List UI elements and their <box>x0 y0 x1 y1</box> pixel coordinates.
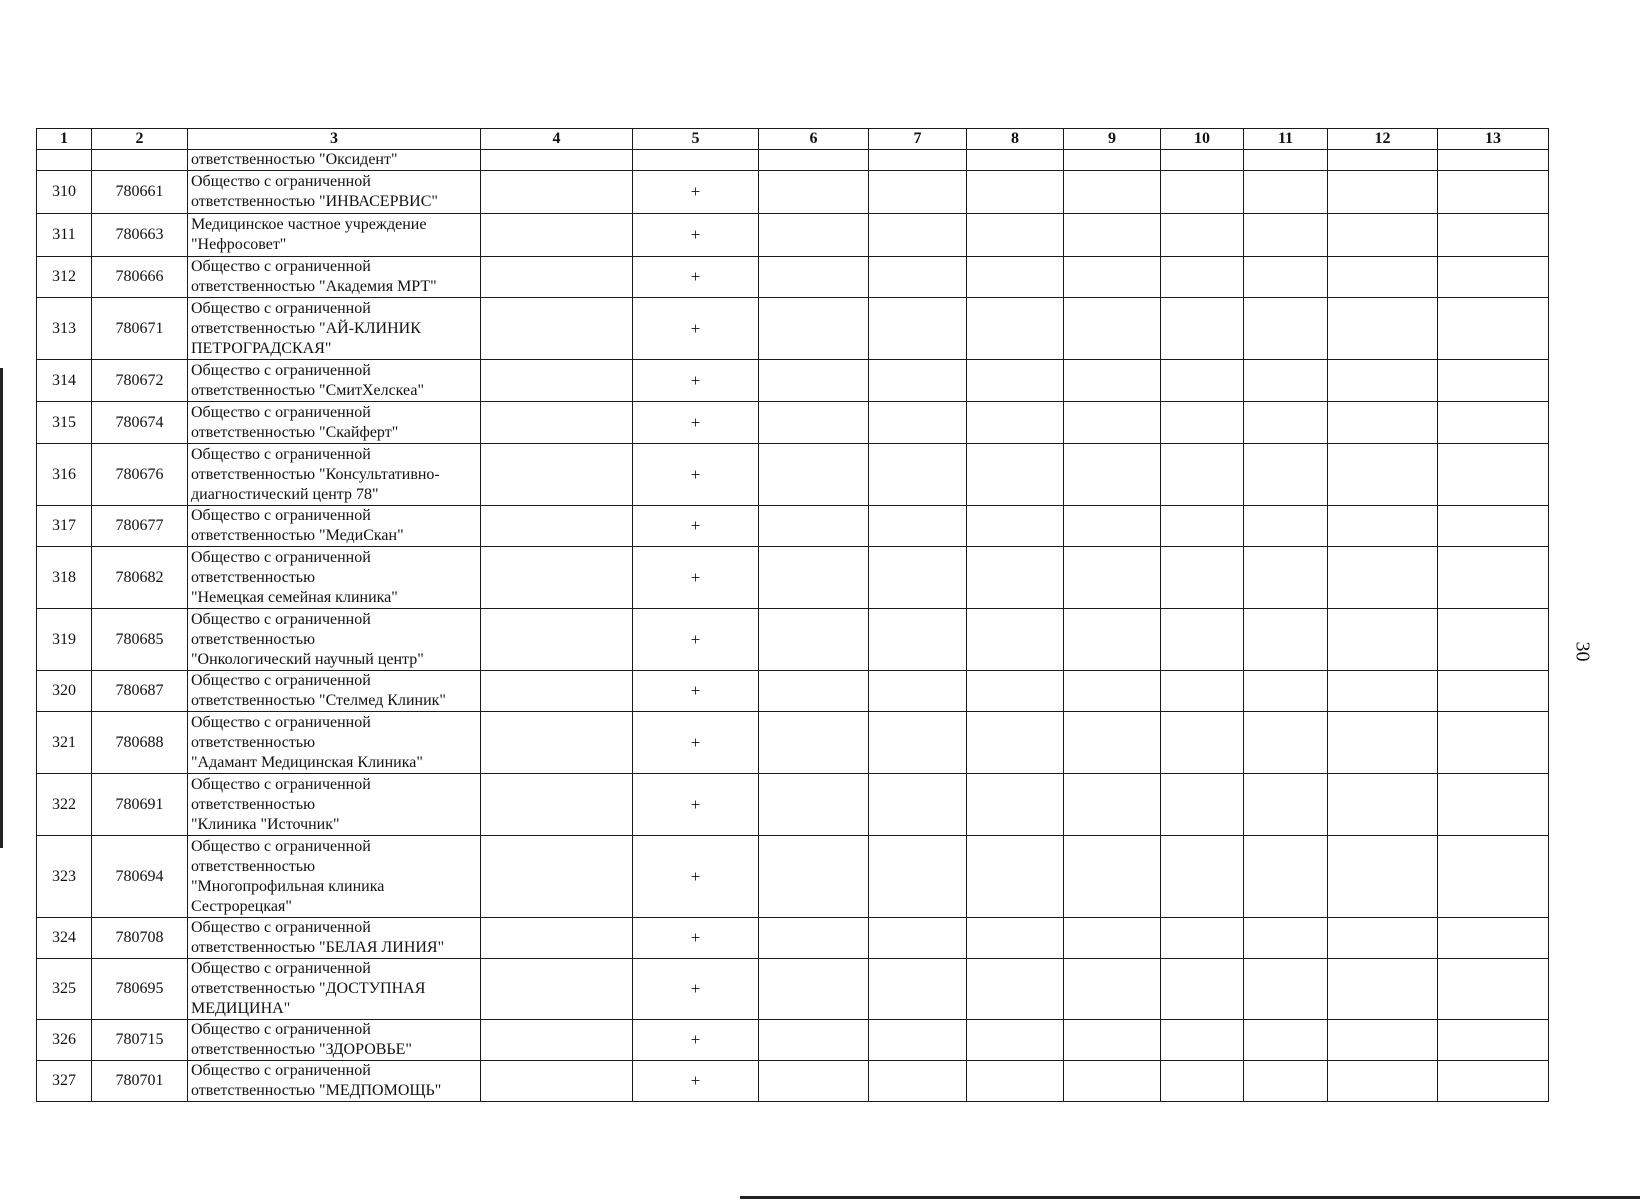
organization-name-cell: Медицинское частное учреждение "Нефросовет" <box>188 214 481 257</box>
table-row <box>37 547 1549 609</box>
empty-cell <box>967 444 1064 506</box>
empty-cell <box>1328 918 1438 959</box>
empty-cell <box>1064 298 1161 360</box>
empty-cell <box>1328 257 1438 298</box>
empty-cell <box>1244 444 1328 506</box>
empty-cell <box>967 257 1064 298</box>
empty-cell <box>1244 150 1328 171</box>
empty-cell <box>967 1061 1064 1102</box>
organization-name-cell: Общество с ограниченной ответственностью "СмитХелскеа" <box>188 360 481 402</box>
empty-cell <box>759 444 869 506</box>
organization-name-cell: Общество с ограниченной ответственностью "ЗДОРОВЬЕ" <box>188 1020 481 1061</box>
empty-cell <box>1161 402 1244 444</box>
empty-cell <box>1161 360 1244 402</box>
row-number-cell: 316 <box>37 444 92 506</box>
empty-cell <box>1438 214 1549 257</box>
empty-cell <box>1244 1020 1328 1061</box>
empty-cell <box>1161 959 1244 1020</box>
column-header: 12 <box>1328 129 1438 150</box>
empty-cell <box>1064 444 1161 506</box>
table-row <box>37 214 1549 257</box>
empty-cell <box>759 1061 869 1102</box>
empty-cell <box>759 402 869 444</box>
table-row <box>37 444 1549 506</box>
registry-code-cell: 780676 <box>92 444 188 506</box>
registry-code-cell: 780687 <box>92 671 188 712</box>
empty-cell <box>1328 444 1438 506</box>
empty-cell <box>1438 836 1549 918</box>
empty-cell <box>967 1020 1064 1061</box>
empty-cell <box>1328 506 1438 547</box>
organization-name-cell: Общество с ограниченной ответственностью "Клиника "Источник" <box>188 774 481 836</box>
organization-name-cell: Общество с ограниченной ответственностью "АЙ-КЛИНИК ПЕТРОГРАДСКАЯ" <box>188 298 481 360</box>
column-header: 2 <box>92 129 188 150</box>
table-row <box>37 918 1549 959</box>
empty-cell <box>869 402 967 444</box>
empty-cell <box>1328 959 1438 1020</box>
empty-cell <box>967 547 1064 609</box>
table-row <box>37 506 1549 547</box>
column-header: 10 <box>1161 129 1244 150</box>
empty-cell <box>1161 1061 1244 1102</box>
empty-cell <box>1064 918 1161 959</box>
registry-code-cell: 780695 <box>92 959 188 1020</box>
empty-cell <box>1161 214 1244 257</box>
empty-cell <box>1064 836 1161 918</box>
mark-cell: + <box>633 1020 759 1061</box>
mark-cell: + <box>633 1061 759 1102</box>
empty-cell <box>759 609 869 671</box>
empty-cell <box>1328 298 1438 360</box>
empty-cell <box>1244 257 1328 298</box>
empty-cell <box>481 171 633 214</box>
mark-cell: + <box>633 959 759 1020</box>
empty-cell <box>869 712 967 774</box>
row-number-cell: 324 <box>37 918 92 959</box>
empty-cell <box>869 506 967 547</box>
empty-cell <box>1161 547 1244 609</box>
empty-cell <box>759 712 869 774</box>
registry-code-cell: 780674 <box>92 402 188 444</box>
organization-name-cell: ответственностью "Оксидент" <box>188 150 481 171</box>
empty-cell <box>869 774 967 836</box>
empty-cell <box>481 671 633 712</box>
empty-cell <box>1438 171 1549 214</box>
continuation-row <box>37 150 1549 171</box>
mark-cell: + <box>633 444 759 506</box>
row-number-cell: 321 <box>37 712 92 774</box>
empty-cell <box>1244 671 1328 712</box>
mark-cell: + <box>633 918 759 959</box>
empty-cell <box>967 214 1064 257</box>
mark-cell: + <box>633 402 759 444</box>
table-row <box>37 836 1549 918</box>
empty-cell <box>967 774 1064 836</box>
empty-cell <box>967 150 1064 171</box>
empty-cell <box>1244 959 1328 1020</box>
column-header: 8 <box>967 129 1064 150</box>
empty-cell <box>481 712 633 774</box>
column-header: 9 <box>1064 129 1161 150</box>
mark-cell: + <box>633 257 759 298</box>
empty-cell <box>869 360 967 402</box>
empty-cell <box>1438 712 1549 774</box>
empty-cell <box>1438 360 1549 402</box>
empty-cell <box>869 836 967 918</box>
empty-cell <box>1244 360 1328 402</box>
organization-name-cell: Общество с ограниченной ответственностью "Стелмед Клиник" <box>188 671 481 712</box>
mark-cell: + <box>633 671 759 712</box>
registry-code-cell <box>92 150 188 171</box>
row-number-cell: 312 <box>37 257 92 298</box>
empty-cell <box>1064 774 1161 836</box>
empty-cell <box>1438 150 1549 171</box>
empty-cell <box>1064 609 1161 671</box>
header-row <box>37 129 1549 150</box>
empty-cell <box>1438 402 1549 444</box>
registry-code-cell: 780677 <box>92 506 188 547</box>
empty-cell <box>869 959 967 1020</box>
empty-cell <box>869 1020 967 1061</box>
empty-cell <box>1161 150 1244 171</box>
organization-name-cell: Общество с ограниченной ответственностью "БЕЛАЯ ЛИНИЯ" <box>188 918 481 959</box>
empty-cell <box>869 257 967 298</box>
registry-code-cell: 780682 <box>92 547 188 609</box>
mark-cell: + <box>633 609 759 671</box>
empty-cell <box>1161 918 1244 959</box>
organization-name-cell: Общество с ограниченной ответственностью "Многопрофильная клиника Сестрорецкая" <box>188 836 481 918</box>
mark-cell: + <box>633 774 759 836</box>
column-header: 11 <box>1244 129 1328 150</box>
empty-cell <box>967 402 1064 444</box>
empty-cell <box>759 671 869 712</box>
empty-cell <box>1244 609 1328 671</box>
empty-cell <box>759 506 869 547</box>
scan-bottom-rule <box>740 1196 1640 1199</box>
empty-cell <box>869 1061 967 1102</box>
table-row <box>37 257 1549 298</box>
empty-cell <box>1244 836 1328 918</box>
registry-code-cell: 780688 <box>92 712 188 774</box>
empty-cell <box>1161 671 1244 712</box>
empty-cell <box>481 918 633 959</box>
empty-cell <box>1244 171 1328 214</box>
empty-cell <box>1064 506 1161 547</box>
empty-cell <box>1328 836 1438 918</box>
empty-cell <box>1244 298 1328 360</box>
empty-cell <box>1438 506 1549 547</box>
column-header: 7 <box>869 129 967 150</box>
row-number-cell: 325 <box>37 959 92 1020</box>
empty-cell <box>1161 774 1244 836</box>
empty-cell <box>1064 959 1161 1020</box>
empty-cell <box>1064 214 1161 257</box>
mark-cell: + <box>633 214 759 257</box>
empty-cell <box>1244 506 1328 547</box>
empty-cell <box>481 298 633 360</box>
column-header: 13 <box>1438 129 1549 150</box>
empty-cell <box>759 214 869 257</box>
row-number-cell: 320 <box>37 671 92 712</box>
empty-cell <box>1328 712 1438 774</box>
column-header: 6 <box>759 129 869 150</box>
table-row <box>37 402 1549 444</box>
empty-cell <box>759 150 869 171</box>
empty-cell <box>869 609 967 671</box>
empty-cell <box>759 959 869 1020</box>
empty-cell <box>1438 444 1549 506</box>
empty-cell <box>1438 609 1549 671</box>
empty-cell <box>1064 1061 1161 1102</box>
empty-cell <box>869 171 967 214</box>
empty-cell <box>481 257 633 298</box>
empty-cell <box>1328 774 1438 836</box>
empty-cell <box>1161 836 1244 918</box>
column-header: 1 <box>37 129 92 150</box>
row-number-cell <box>37 150 92 171</box>
row-number-cell: 310 <box>37 171 92 214</box>
empty-cell <box>1438 298 1549 360</box>
scan-edge-mark <box>0 368 3 848</box>
registry-code-cell: 780715 <box>92 1020 188 1061</box>
empty-cell <box>967 918 1064 959</box>
organization-name-cell: Общество с ограниченной ответственностью "Скайферт" <box>188 402 481 444</box>
empty-cell <box>759 257 869 298</box>
empty-cell <box>967 609 1064 671</box>
mark-cell: + <box>633 506 759 547</box>
empty-cell <box>1438 671 1549 712</box>
empty-cell <box>869 444 967 506</box>
registry-table <box>36 128 1549 1102</box>
empty-cell <box>1064 671 1161 712</box>
empty-cell <box>1064 547 1161 609</box>
registry-code-cell: 780666 <box>92 257 188 298</box>
row-number-cell: 313 <box>37 298 92 360</box>
mark-cell: + <box>633 298 759 360</box>
row-number-cell: 314 <box>37 360 92 402</box>
empty-cell <box>1438 959 1549 1020</box>
empty-cell <box>759 547 869 609</box>
empty-cell <box>1328 1020 1438 1061</box>
row-number-cell: 319 <box>37 609 92 671</box>
registry-code-cell: 780672 <box>92 360 188 402</box>
empty-cell <box>1328 402 1438 444</box>
empty-cell <box>1244 214 1328 257</box>
page-number: 30 <box>1571 641 1594 662</box>
row-number-cell: 318 <box>37 547 92 609</box>
registry-code-cell: 780663 <box>92 214 188 257</box>
registry-code-cell: 780708 <box>92 918 188 959</box>
mark-cell: + <box>633 171 759 214</box>
empty-cell <box>869 150 967 171</box>
empty-cell <box>481 774 633 836</box>
mark-cell: + <box>633 712 759 774</box>
table-row <box>37 298 1549 360</box>
empty-cell <box>481 506 633 547</box>
empty-cell <box>1328 150 1438 171</box>
empty-cell <box>481 609 633 671</box>
mark-cell: + <box>633 836 759 918</box>
empty-cell <box>967 298 1064 360</box>
empty-cell <box>869 547 967 609</box>
empty-cell <box>1161 257 1244 298</box>
empty-cell <box>967 959 1064 1020</box>
row-number-cell: 317 <box>37 506 92 547</box>
organization-name-cell: Общество с ограниченной ответственностью "ДОСТУПНАЯ МЕДИЦИНА" <box>188 959 481 1020</box>
empty-cell <box>1064 402 1161 444</box>
table-row <box>37 609 1549 671</box>
row-number-cell: 311 <box>37 214 92 257</box>
empty-cell <box>967 712 1064 774</box>
empty-cell <box>1328 171 1438 214</box>
empty-cell <box>967 171 1064 214</box>
empty-cell <box>1064 712 1161 774</box>
column-header: 3 <box>188 129 481 150</box>
empty-cell <box>759 171 869 214</box>
empty-cell <box>481 836 633 918</box>
mark-cell: + <box>633 360 759 402</box>
empty-cell <box>967 506 1064 547</box>
empty-cell <box>1244 918 1328 959</box>
empty-cell <box>1244 547 1328 609</box>
empty-cell <box>1244 402 1328 444</box>
table-row <box>37 1020 1549 1061</box>
registry-code-cell: 780661 <box>92 171 188 214</box>
empty-cell <box>869 214 967 257</box>
row-number-cell: 315 <box>37 402 92 444</box>
table-row <box>37 959 1549 1020</box>
registry-code-cell: 780685 <box>92 609 188 671</box>
empty-cell <box>481 214 633 257</box>
empty-cell <box>869 918 967 959</box>
empty-cell <box>1064 360 1161 402</box>
empty-cell <box>967 671 1064 712</box>
table-row <box>37 171 1549 214</box>
row-number-cell: 327 <box>37 1061 92 1102</box>
registry-code-cell: 780671 <box>92 298 188 360</box>
empty-cell <box>869 671 967 712</box>
empty-cell <box>1328 1061 1438 1102</box>
empty-cell <box>1064 257 1161 298</box>
empty-cell <box>1064 1020 1161 1061</box>
empty-cell <box>1328 214 1438 257</box>
column-header: 4 <box>481 129 633 150</box>
row-number-cell: 326 <box>37 1020 92 1061</box>
empty-cell <box>1244 712 1328 774</box>
organization-name-cell: Общество с ограниченной ответственностью "Онкологический научный центр" <box>188 609 481 671</box>
empty-cell <box>759 918 869 959</box>
empty-cell <box>759 360 869 402</box>
row-number-cell: 322 <box>37 774 92 836</box>
empty-cell <box>1438 547 1549 609</box>
empty-cell <box>481 1061 633 1102</box>
empty-cell <box>1161 712 1244 774</box>
organization-name-cell: Общество с ограниченной ответственностью "МедиСкан" <box>188 506 481 547</box>
registry-code-cell: 780691 <box>92 774 188 836</box>
empty-cell <box>1161 298 1244 360</box>
empty-cell <box>759 1020 869 1061</box>
empty-cell <box>967 360 1064 402</box>
organization-name-cell: Общество с ограниченной ответственностью "Немецкая семейная клиника" <box>188 547 481 609</box>
organization-name-cell: Общество с ограниченной ответственностью "Адамант Медицинская Клиника" <box>188 712 481 774</box>
empty-cell <box>1064 171 1161 214</box>
organization-name-cell: Общество с ограниченной ответственностью "ИНВАСЕРВИС" <box>188 171 481 214</box>
empty-cell <box>1161 171 1244 214</box>
empty-cell <box>1244 1061 1328 1102</box>
empty-cell <box>481 402 633 444</box>
empty-cell <box>1244 774 1328 836</box>
table-row <box>37 1061 1549 1102</box>
empty-cell <box>1328 547 1438 609</box>
empty-cell <box>869 298 967 360</box>
empty-cell <box>1064 150 1161 171</box>
empty-cell <box>759 774 869 836</box>
empty-cell <box>1161 506 1244 547</box>
table-row <box>37 774 1549 836</box>
empty-cell <box>1438 257 1549 298</box>
empty-cell <box>1328 360 1438 402</box>
empty-cell <box>1438 1061 1549 1102</box>
table-row <box>37 712 1549 774</box>
organization-name-cell: Общество с ограниченной ответственностью "МЕДПОМОЩЬ" <box>188 1061 481 1102</box>
empty-cell <box>759 298 869 360</box>
empty-cell <box>1328 671 1438 712</box>
table-row <box>37 671 1549 712</box>
mark-cell: + <box>633 547 759 609</box>
organization-name-cell: Общество с ограниченной ответственностью "Консультативно- диагностический центр 78" <box>188 444 481 506</box>
empty-cell <box>481 1020 633 1061</box>
empty-cell <box>1161 609 1244 671</box>
empty-cell <box>1438 1020 1549 1061</box>
column-header: 5 <box>633 129 759 150</box>
mark-cell <box>633 150 759 171</box>
empty-cell <box>481 547 633 609</box>
empty-cell <box>1438 774 1549 836</box>
empty-cell <box>481 360 633 402</box>
row-number-cell: 323 <box>37 836 92 918</box>
empty-cell <box>481 959 633 1020</box>
empty-cell <box>967 836 1064 918</box>
organization-name-cell: Общество с ограниченной ответственностью "Академия МРТ" <box>188 257 481 298</box>
empty-cell <box>481 444 633 506</box>
registry-code-cell: 780701 <box>92 1061 188 1102</box>
empty-cell <box>1438 918 1549 959</box>
empty-cell <box>1328 609 1438 671</box>
empty-cell <box>1161 1020 1244 1061</box>
table-row <box>37 360 1549 402</box>
registry-code-cell: 780694 <box>92 836 188 918</box>
empty-cell <box>759 836 869 918</box>
empty-cell <box>481 150 633 171</box>
empty-cell <box>1161 444 1244 506</box>
